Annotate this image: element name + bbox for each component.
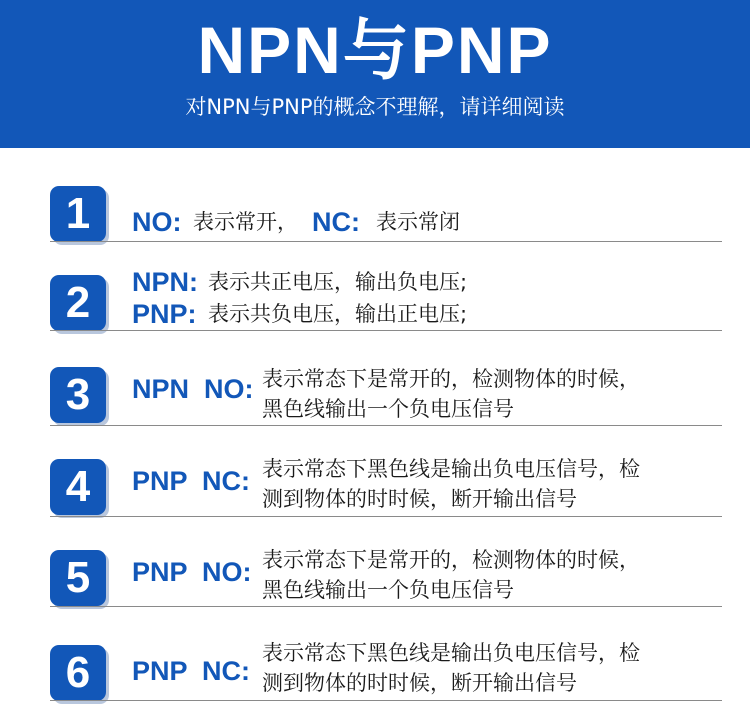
item-2-text-npn: 表示共正电压，输出负电压;: [208, 270, 468, 294]
number-badge-4: 4: [50, 459, 106, 515]
header-banner: [0, 0, 750, 148]
number-badge-1: 1: [50, 186, 106, 242]
divider: [50, 606, 722, 607]
divider: [50, 516, 722, 517]
item-6-key: PNP NC:: [132, 656, 251, 686]
item-6-line-1: 表示常态下黑色线是输出负电压信号，检: [262, 641, 640, 665]
divider: [50, 330, 722, 331]
number-badge-5: 5: [50, 550, 106, 606]
item-1-text-no: 表示常开，: [193, 210, 298, 234]
number-badge-3: 3: [50, 367, 106, 423]
item-2-key-pnp: PNP:: [132, 299, 197, 329]
item-1-key-no: NO:: [132, 207, 182, 237]
number-badge-2: 2: [50, 275, 106, 331]
item-5-line-2: 黑色线输出一个负电压信号: [262, 578, 514, 602]
item-2-text-pnp: 表示共负电压，输出正电压;: [208, 302, 468, 326]
divider: [50, 700, 722, 701]
item-3-line-2: 黑色线输出一个负电压信号: [262, 397, 514, 421]
page-title: NPN与PNP: [197, 13, 553, 87]
item-2-key-npn: NPN:: [132, 267, 198, 297]
item-5-key: PNP NO:: [132, 557, 252, 587]
divider: [50, 425, 722, 426]
item-4-line-1: 表示常态下黑色线是输出负电压信号，检: [262, 457, 640, 481]
item-5-line-1: 表示常态下是常开的，检测物体的时候，: [262, 548, 640, 572]
item-6-line-2: 测到物体的时时候，断开输出信号: [262, 671, 577, 695]
item-4-line-2: 测到物体的时时候，断开输出信号: [262, 487, 577, 511]
item-1-text-nc: 表示常闭: [376, 210, 460, 234]
item-1-key-nc: NC:: [312, 207, 360, 237]
item-4-key: PNP NC:: [132, 466, 251, 496]
item-3-key: NPN NO:: [132, 374, 254, 404]
number-badge-6: 6: [50, 645, 106, 701]
item-3-line-1: 表示常态下是常开的，检测物体的时候，: [262, 367, 640, 391]
page-subtitle: 对NPN与PNP的概念不理解，请详细阅读: [185, 95, 565, 119]
divider: [50, 241, 722, 242]
